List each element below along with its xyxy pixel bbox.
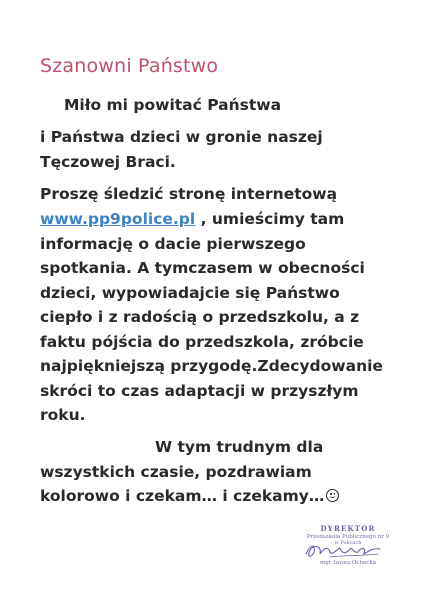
letter-line-14: wszystkich czasie, pozdrawiam [40,463,312,481]
letter-line-13: W tym trudnym dla [155,438,324,456]
stamp-organization: Przedszkola Publicznego nr 9 [306,534,390,540]
closing-text: kolorowo i czekam… i czekamy… [40,487,325,505]
website-link[interactable]: www.pp9police.pl [40,210,196,228]
smiley-face-icon [326,489,339,502]
letter-line-4: Proszę śledzić stronę internetową [40,185,338,203]
stamp-title: DYREKTOR [320,524,376,533]
letter-line-link [40,210,344,228]
stamp-location: w Policach [334,540,362,546]
letter-line-2: i Państwa dzieci w gronie naszej [40,128,323,146]
letter-line-12: roku. [40,406,86,424]
stamp-name: mgr Iwona Ochocka [319,560,376,566]
letter-line-15 [40,487,339,505]
letter-line-3: Tęczowej Braci. [40,153,176,171]
handwritten-signature [300,540,390,562]
letter-line-7: dzieci, wypowiadajcie się Państwo [40,284,340,302]
letter-line-6: spotkania. A tymczasem w obecności [40,259,365,277]
letter-line-10: najpiękniejszą przygodę.Zdecydowanie [40,357,383,375]
letter-line-5: informację o dacie pierwszego [40,235,306,253]
letter-line-11: skróci to czas adaptacji w przyszłym [40,382,359,400]
letter-line-9: faktu pójścia do przedszkola, zróbcie [40,333,364,351]
letter-line-1: Miło mi powitać Państwa [64,96,282,114]
greeting-heading: Szanowni Państwo [40,55,219,77]
link-suffix-text: , umieścimy tam [195,210,345,228]
letter-line-8: ciepło i z radością o przedszkolu, a z [40,308,360,326]
